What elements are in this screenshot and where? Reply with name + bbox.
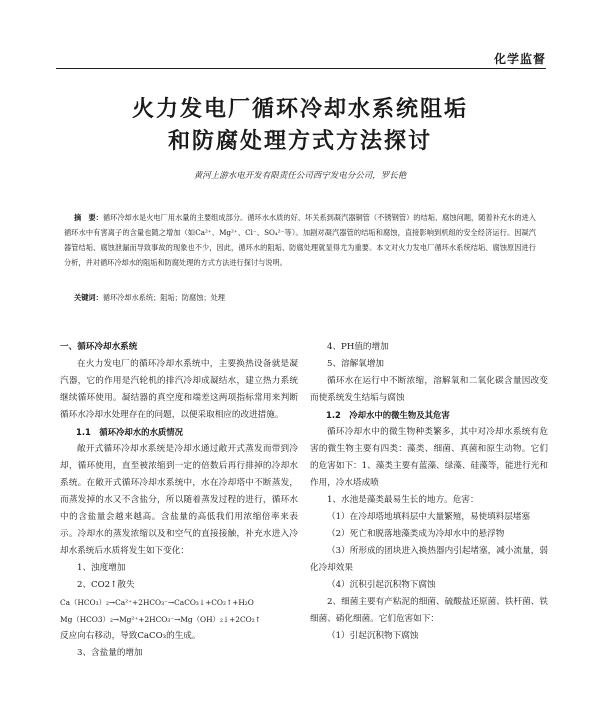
article-title-line1: 火力发电厂循环冷却水系统阻垢 [131,97,468,122]
abstract-text: 循环冷却水是火电厂用水量的主要组成部分。循环水水质的好、坏关系到凝汽器铜管（不锈钢管）的结垢、腐蚀问题，随着补充水的进入循环水中有害离子的含量也随之增加（如Ca²⁺、Mg²⁺、Cl⁻、SO₄²⁻等）。加剧对凝汽器管的结垢和腐蚀，直接影响到机组的安全经济运行。因凝汽器管结垢、腐蚀泄漏而导致事故的现象也不少，因此，循环水的阻垢、防腐处理就显得尤为重要。本文对火力发电厂循环水系统结垢、腐蚀原因进行分析，并对循环冷却水的阻垢和防腐处理的方式方法进行探讨与说明。 [64,213,536,267]
paragraph: 在火力发电厂的循环冷却水系统中，主要换热设备就是凝汽器，它的作用是汽轮机的排汽冷却成凝结水，建立热力系统继续循环使用。凝结器的真空度和端差这两项指标常用来判断循环水冷却水处理存在的问题，以便采取相应的改进措施。 [60,359,298,420]
author-affiliation: 黄河上游水电开发有限责任公司西宁发电分公司，罗长艳 [193,171,407,181]
keywords-text: 循环冷却水系统；阻垢；防腐蚀；处理 [102,293,225,302]
subsection-heading-1-1: 1.1 循环冷却水的水质情况 [76,427,183,437]
paragraph: 敞开式循环冷却水系统是冷却水通过敞开式蒸发而带到冷却，循环使用，直至被浓缩到一定的倍数后再行排掉的冷却水系统。在敞开式循环冷却水系统中，水在冷却塔中不断蒸发，而蒸发掉的水又不含盐分，所以随着蒸发过程的进行，循环水中的含盐量会越来越高。含盐量的高低我们用浓缩倍率来表示。冷却水的蒸发浓缩以及和空气的直接接触，补充水进入冷却水系统后水质将发生如下变化： [60,444,298,556]
article-title-line2: 和防腐处理方式方法探讨 [167,129,432,154]
list-item: 2、CO2↑散失 [77,580,135,590]
list-item: 1、浊度增加 [77,563,126,573]
right-column [310,339,548,645]
paragraph: 循环冷却水中的微生物种类繁多，其中对冷却水系统有危害的微生物主要有四类：藻类、细菌、真菌和原生动物。它们的危害如下：1、藻类主要有蓝藻、绿藻、硅藻等，能进行光和作用，冷水塔成喷 [310,427,548,488]
list-item: （4）沉积引起沉积物下腐蚀 [327,580,436,590]
chemical-equation: Ca（HCO₃）₂→Ca²⁺+2HCO₃⁻→CaCO₃↓+CO₂↑+H₂O [60,598,254,607]
abstract-label: 摘 要： [74,213,103,222]
list-item: （3）所形成的团块进入换热器内引起堵塞，减小流量，弱化冷却效果 [310,546,548,573]
header-divider [56,68,546,69]
subsection-heading-1-2: 1.2 冷却水中的微生物及其危害 [326,410,450,420]
keywords [74,293,536,303]
keywords-label: 关键词： [74,293,103,302]
abstract [64,210,536,270]
paragraph: 循环水在运行中不断浓缩，溶解氧和二氧化碳含量因改变而使系统发生结垢与腐蚀 [310,376,548,403]
equation-note: 反应向右移动，导致CaCO₃的生成。 [60,631,201,641]
left-column [60,339,298,662]
list-item: 3、含盐量的增加 [77,648,143,658]
paragraph: 1、水池是藻类最易生长的地方。危害： [327,495,479,505]
section-header: 化学监督 [493,52,546,66]
list-item: （1）在冷却塔地填料层中大量繁殖，易使填料层堵塞 [327,512,531,522]
list-item: （1）引起沉积物下腐蚀 [327,631,419,641]
list-item: 4、PH值的增加 [327,342,389,352]
list-item: 5、溶解氧增加 [327,359,385,369]
section-heading-1: 一、循环冷却水系统 [60,342,138,352]
list-item: （2）死亡和脱落地藻类成为冷却水中的悬浮物 [327,529,505,539]
chemical-equation: Mg（HCO3）₂→Mg²⁺+2HCO₃⁻→Mg（OH）₂↓+2CO₂↑ [60,615,261,624]
paragraph: 2、细菌主要有产粘泥的细菌、硫酸盐还原菌、铁杆菌、铁细菌、硝化细菌。它们危害如下： [310,597,548,624]
